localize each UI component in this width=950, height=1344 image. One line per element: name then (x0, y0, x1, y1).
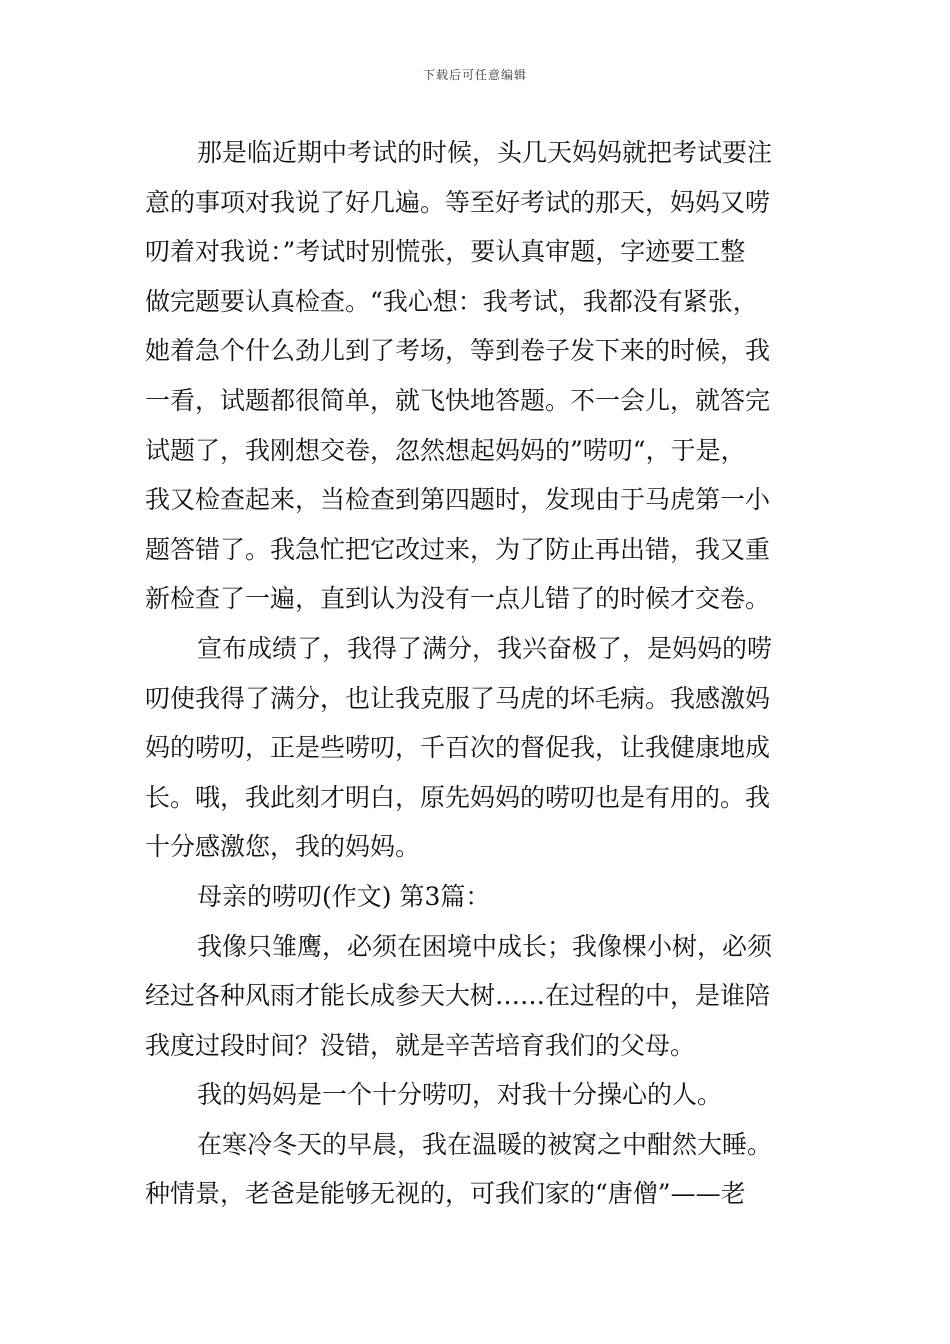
text-line: 我度过段时间？没错，就是辛苦培育我们的父母。 (145, 1030, 696, 1060)
text-line: 在寒冷冬天的早晨，我在温暖的被窝之中酣然大睡。 (197, 1129, 773, 1159)
text-line: 试题了，我刚想交卷，忽然想起妈妈的”唠叨“，于是， (145, 435, 746, 465)
text-line: 种情景，老爸是能够无视的，可我们家的“唐僧”——老 (145, 1179, 746, 1209)
text-line: 她着急个什么劲儿到了考场，等到卷子发下来的时候，我 (145, 336, 771, 366)
text-line: 妈的唠叨，正是些唠叨，千百次的督促我，让我健康地成 (145, 733, 771, 763)
text-line: 做完题要认真检查。“我心想：我考试，我都没有紧张， (145, 286, 758, 316)
text-line: 我的妈妈是一个十分唠叨，对我十分操心的人。 (197, 1080, 723, 1110)
text-line: 叨使我得了满分，也让我克服了马虎的坏毛病。我感激妈 (145, 683, 771, 713)
text-line: 题答错了。我急忙把它改过来，为了防止再出错，我又重 (145, 534, 771, 564)
essay-body (145, 128, 807, 1219)
section-heading: 母亲的唠叨(作文) 第3篇： (197, 881, 491, 911)
page-header-note: 下载后可任意编辑 (422, 68, 527, 82)
text-line: 那是临近期中考试的时候，头几天妈妈就把考试要注 (197, 138, 773, 167)
text-line: 宣布成绩了，我得了满分，我兴奋极了，是妈妈的唠 (197, 633, 773, 663)
text-line: 经过各种风雨才能长成参天大树……在过程的中，是谁陪 (145, 981, 771, 1011)
text-line: 一看，试题都很简单，就飞快地答题。不一会儿，就答完 (145, 385, 771, 415)
text-line: 我像只雏鹰，必须在困境中成长；我像棵小树，必须 (197, 931, 773, 961)
text-line: 长。哦，我此刻才明白，原先妈妈的唠叨也是有用的。我 (145, 782, 771, 812)
text-line: 新检查了一遍，直到认为没有一点儿错了的时候才交卷。 (145, 584, 771, 614)
text-line: 我又检查起来，当检查到第四题时，发现由于马虎第一小 (145, 485, 771, 515)
text-line: 叨着对我说：”考试时别慌张，要认真审题，字迹要工整 (145, 237, 746, 267)
text-line: 十分感激您，我的妈妈。 (145, 832, 421, 862)
text-line: 意的事项对我说了好几遍。等至好考试的那天，妈妈又唠 (145, 187, 771, 217)
